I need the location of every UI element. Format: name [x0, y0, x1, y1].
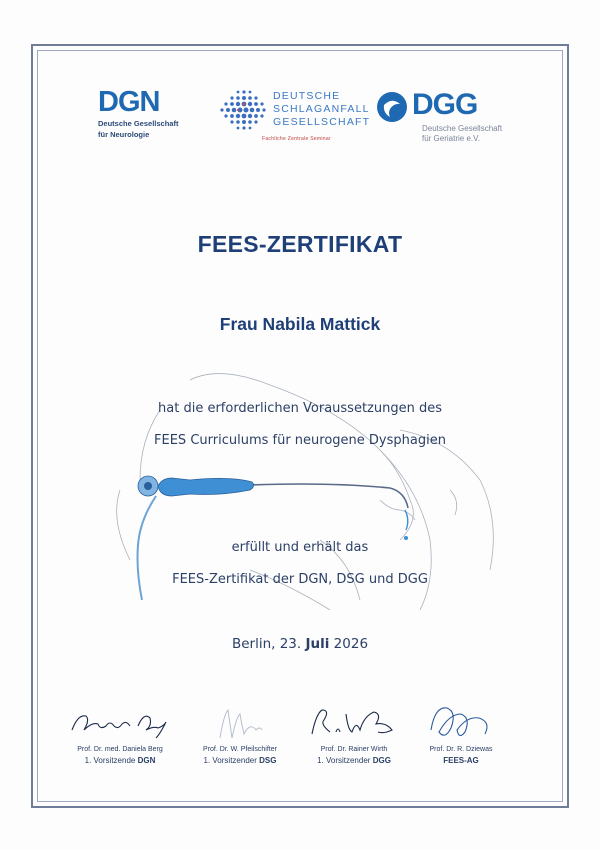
dgg-swirl-icon	[376, 91, 408, 123]
signatory-name-1: Prof. Dr. med. Daniela Berg	[77, 746, 163, 753]
dgg-logo	[376, 88, 516, 148]
signatory-role-1	[60, 756, 180, 765]
dsg-logo-text	[273, 90, 370, 129]
handwritten-signature-berg	[60, 700, 180, 744]
handwritten-signature-dziewas	[401, 700, 521, 744]
dgn-logo-mark: DGN	[98, 86, 160, 118]
dsg-logo-line2: SCHLAGANFALL	[273, 103, 370, 115]
date-month: Juli	[305, 636, 330, 652]
signatory-role-2	[180, 756, 300, 765]
handwritten-signature-pfeilschifter	[180, 700, 300, 744]
signatory-role-org-4: FEES-AG	[443, 756, 479, 765]
dsg-logo-tagline: Fachliche Zentrale Seminar	[262, 136, 331, 142]
dsg-dot-grid-icon	[218, 88, 270, 138]
date-year: 2026	[333, 636, 369, 652]
dgn-logo-line2: für Neurologie	[98, 130, 150, 139]
dgg-logo-mark: DGG	[412, 88, 478, 121]
signatory-role-org-1: DGN	[137, 756, 156, 765]
dsg-logo-line1: DEUTSCHE	[273, 90, 341, 102]
signatory-role-prefix-3: 1. Vorsitzender	[317, 756, 371, 765]
signatory-role-4	[401, 756, 521, 765]
signatory-role-3	[294, 756, 414, 765]
signatory-name-4: Prof. Dr. R. Dziewas	[429, 746, 493, 753]
body-line-1: hat die erforderlichen Voraussetzungen des	[158, 401, 442, 416]
signature-block-dgn	[60, 700, 180, 780]
signatory-role-org-2: DSG	[259, 756, 277, 765]
body-line-3: erfüllt und erhält das	[231, 540, 369, 555]
signature-block-dgg	[294, 700, 414, 780]
signature-block-fees-ag	[401, 700, 521, 780]
signatory-role-org-3: DGG	[372, 756, 391, 765]
handwritten-signature-wirth	[294, 700, 414, 744]
signatory-name-3: Prof. Dr. Rainer Wirth	[320, 746, 388, 753]
dsg-logo	[218, 88, 378, 148]
signatory-role-prefix-2: 1. Vorsitzender	[203, 756, 257, 765]
certificate-title: FEES-ZERTIFIKAT	[197, 231, 403, 257]
body-line-2: FEES Curriculums für neurogene Dysphagien	[154, 433, 446, 448]
dgg-logo-line1: Deutsche Gesellschaft	[422, 124, 503, 133]
dgn-logo-line1: Deutsche Gesellschaft	[98, 119, 179, 128]
place-and-day: Berlin, 23.	[231, 636, 302, 652]
body-line-4: FEES-Zertifikat der DGN, DSG und DGG	[172, 572, 428, 587]
signatory-role-prefix-1: 1. Vorsitzende	[84, 756, 136, 765]
signatory-name-2: Prof. Dr. W. Pfeilschifter	[203, 746, 277, 753]
dgg-logo-line2: für Geriatrie e.V.	[422, 134, 480, 143]
signature-block-dsg	[180, 700, 300, 780]
dgg-logo-subtitle	[422, 124, 502, 144]
recipient-name: Frau Nabila Mattick	[219, 314, 381, 334]
dgn-logo	[98, 88, 208, 144]
place-and-date	[0, 636, 600, 652]
dsg-logo-line3: GESELLSCHAFT	[273, 116, 371, 128]
